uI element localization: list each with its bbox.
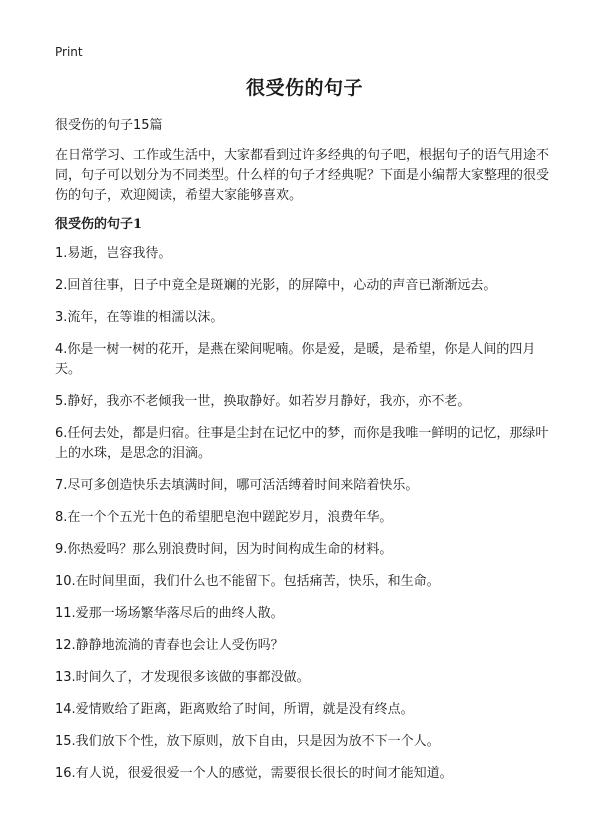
list-item: 8.在一个个五光十色的希望肥皂泡中蹉跎岁月，浪费年华。 [55, 510, 393, 525]
list-item: 2.回首往事，日子中竟全是斑斓的光影，的屏障中，心动的声音已渐渐远去。 [55, 278, 497, 293]
list-item: 14.爱情败给了距离，距离败给了时间，所谓，就是没有终点。 [55, 702, 414, 717]
print-link[interactable]: Print [55, 45, 83, 59]
list-item: 13.时间久了，才发现很多该做的事都没做。 [55, 670, 310, 685]
list-item: 7.尽可多创造快乐去填满时间，哪可活活缚着时间来陪着快乐。 [55, 478, 419, 493]
article-subtitle: 很受伤的句子15篇 [55, 118, 163, 133]
list-item: 15.我们放下个性，放下原则，放下自由，只是因为放不下一个人。 [55, 734, 440, 749]
list-item: 5.静好，我亦不老倾我一世，换取静好。如若岁月静好，我亦，亦不老。 [55, 394, 471, 409]
section-heading: 很受伤的句子1 [55, 217, 143, 232]
list-item: 1.易逝，岂容我待。 [55, 246, 172, 261]
list-item: 10.在时间里面，我们什么也不能留下。包括痛苦，快乐，和生命。 [55, 574, 440, 589]
page-title: 很受伤的句子 [245, 77, 363, 99]
list-item: 3.流年，在等谁的相濡以沫。 [55, 310, 224, 325]
list-item: 6.任何去处，都是归宿。往事是尘封在记忆中的梦，而你是我唯一鲜明的记忆，那绿叶上的水珠，是思念的泪滴。 [55, 426, 549, 461]
intro-paragraph: 在日常学习、工作或生活中，大家都看到过许多经典的句子吧，根据句子的语气用途不同，句子可以划分为不同类型。什么样的句子才经典呢？下面是小编帮大家整理的很受伤的句子，欢迎阅读，希望大家能够喜欢。 [55, 148, 550, 203]
list-item: 11.爱那一场场繁华落尽后的曲终人散。 [55, 606, 284, 621]
list-item: 12.静静地流淌的青春也会让人受伤吗？ [55, 638, 284, 653]
sentence-list [55, 244, 554, 784]
list-item: 16.有人说，很爱很爱一个人的感觉，需要很长很长的时间才能知道。 [55, 766, 453, 781]
list-item: 4.你是一树一树的花开，是燕在梁间呢喃。你是爱，是暖，是希望，你是人间的四月天。 [55, 342, 536, 377]
list-item: 9.你热爱吗？那么别浪费时间，因为时间构成生命的材料。 [55, 542, 393, 557]
